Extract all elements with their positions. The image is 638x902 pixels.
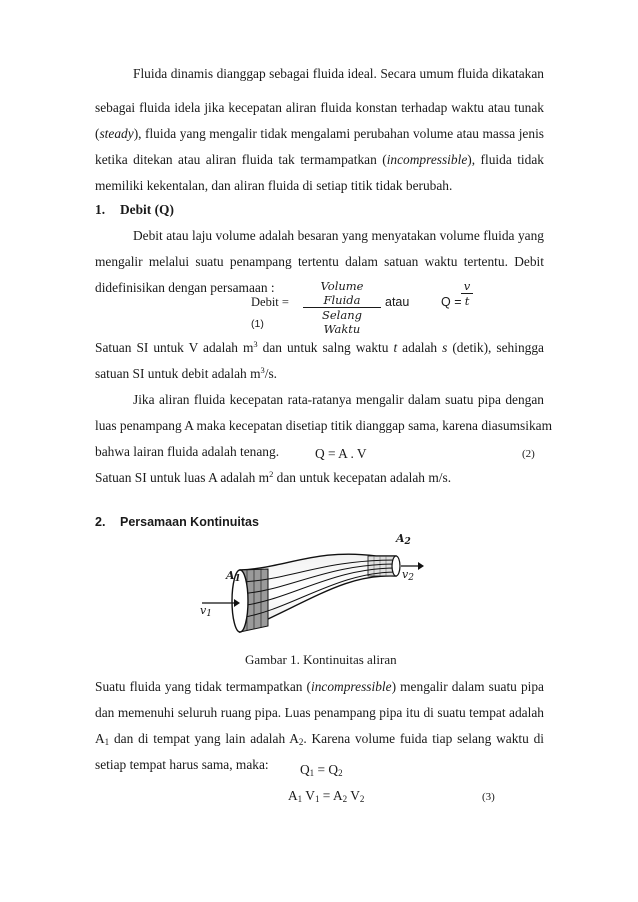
eq1-or: atau [385, 295, 410, 309]
intro-line-1: Fluida dinamis dianggap sebagai fluida ideal. Secara umum fluida dikatakan [133, 66, 544, 81]
debit-line-1: Debit atau laju volume adalah besaran yang menyatakan volume fluida yang [133, 228, 544, 243]
eq1-lhs: Debit = [251, 295, 289, 309]
pipe-diagram [196, 538, 426, 638]
debit-line-3: didefinisikan dengan persamaan : [95, 280, 275, 295]
intro-line-5: memiliki kekentalan, dan aliran fluida di setiap titik tidak berubah. [95, 178, 453, 193]
label-v2: $v_2$ [402, 568, 414, 583]
si-line-1: Satuan SI untuk V adalah $m^3$ dan untuk salng waktu t adalah s (detik), sehingga [95, 339, 544, 355]
intro-line-4: ketika ditekan atau aliran fluida tak termampatkan (incompressible), fluida tidak [95, 152, 544, 167]
eq3-label: (3) [482, 791, 495, 803]
label-v1: $v_1$ [200, 604, 212, 619]
eq3-top: $Q_1 = Q_2$ [300, 762, 343, 778]
intro-line-2: sebagai fluida idela jika kecepatan aliran fluida konstan terhadap waktu atau tunak [95, 100, 544, 115]
eq1-label: (1) [251, 318, 264, 330]
cont-line-1: Suatu fluida yang tidak termampatkan (incompressible) mengalir dalam suatu pipa [95, 679, 545, 694]
cont-line-2: dan memenuhi seluruh ruang pipa. Luas penampang pipa itu di suatu tempat adalah [95, 705, 544, 720]
debit-line-2: mengalir melalui suatu penampang tertentu dalam satuan waktu tertentu. Debit [95, 254, 544, 269]
flow-line-3: bahwa lairan fluida adalah tenang. [95, 444, 280, 459]
cont-line-4: setiap tempat harus sama, maka: [95, 757, 269, 772]
section-2-heading: 2. Persamaan Kontinuitas [95, 515, 259, 529]
intro-line-3: (steady), fluida yang mengalir tidak mengalami perubahan volume atau massa jenis [95, 126, 544, 141]
eq2-label: (2) [522, 448, 535, 460]
section-1-heading: 1. Debit (Q) [95, 202, 174, 217]
si-area-line: Satuan SI untuk luas A adalah $m^2$ dan untuk kecepatan adalah m/s. [95, 469, 452, 485]
incompressible-term: incompressible [386, 152, 468, 167]
flow-line-1: Jika aliran fluida kecepatan rata-ratanya mengalir dalam suatu pipa dengan [133, 392, 544, 407]
continuity-figure [196, 532, 426, 638]
label-a1: $A_1$ [226, 569, 241, 584]
eq1-q-fraction: $\frac{v}{t}$ [461, 279, 473, 308]
eq1-q-lhs: Q = [441, 295, 462, 309]
eq2: Q = A . V [315, 446, 367, 461]
label-a2: $A_2$ [396, 532, 411, 547]
cont-line-3: $A_1$ dan di tempat yang lain adalah $A_2$. Karena volume fuida tiap selang waktu di [95, 731, 545, 747]
flow-line-2: luas penampang A maka kecepatan disetiap titik dianggap sama, karena diasumsikam [95, 418, 553, 433]
figure-caption: Gambar 1. Kontinuitas aliran [245, 652, 397, 667]
eq1-fraction: Volume Fluida Selang Waktu [303, 279, 381, 336]
si-line-2: satuan SI untuk debit adalah $m^3/s$. [95, 365, 278, 381]
steady-term: steady [99, 126, 134, 141]
eq3-bottom: $A_1$ $V_1 = A_2$ $V_2$ [288, 788, 365, 804]
